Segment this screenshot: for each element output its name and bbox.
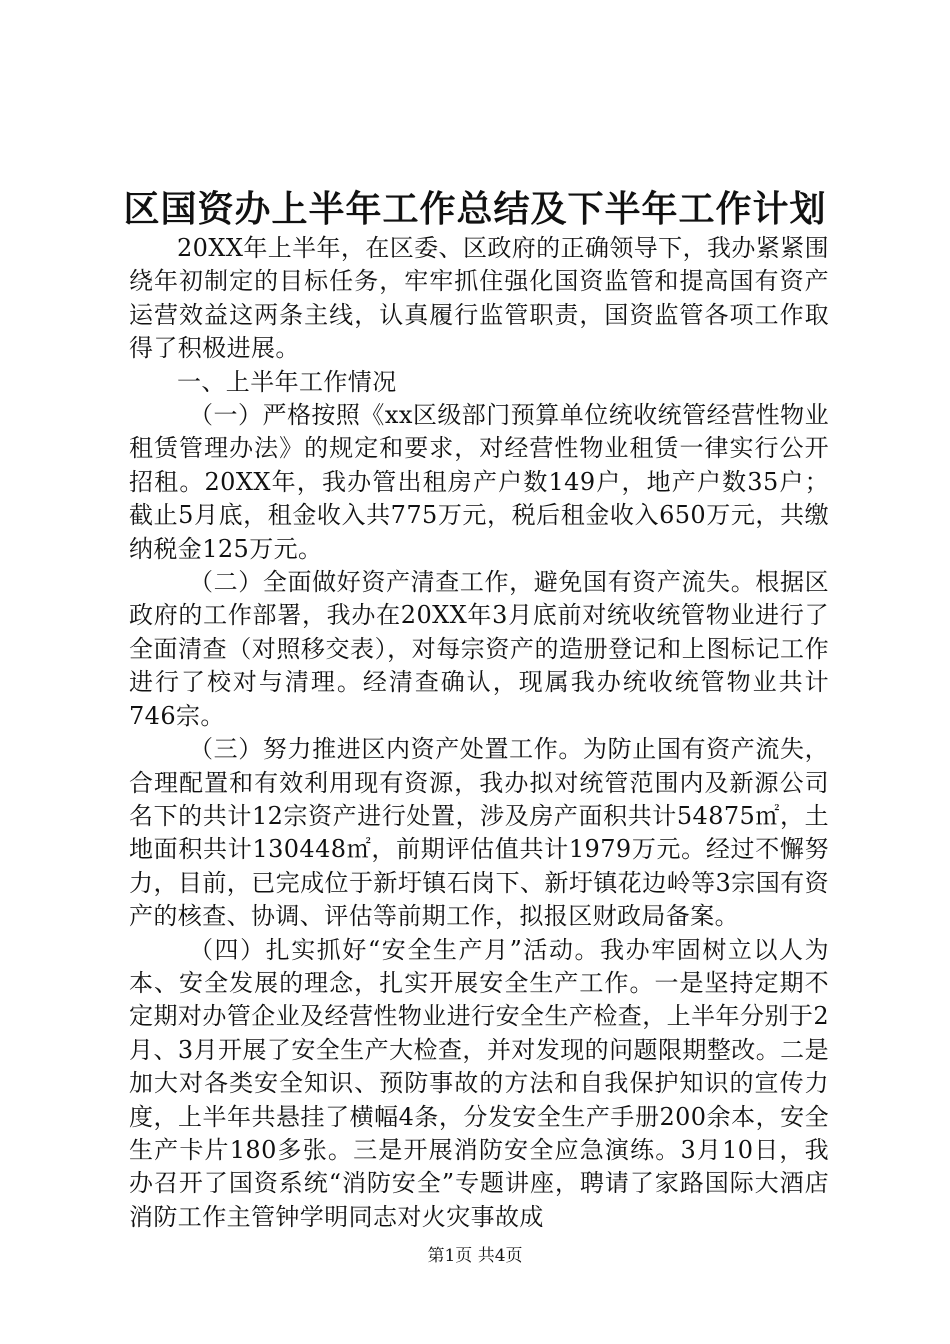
paragraph-item-3: （三）努力推进区内资产处置工作。为防止国有资产流失，合理配置和有效利用现有资源，我办拟对统管范围内及新源公司名下的共计12宗资产进行处置，涉及房产面积共计54875㎡，土地面积共计130448㎡，前期评估值共计1979万元。经过不懈努力，目前，已完成位于新圩镇石岗下、新圩镇花边岭等3宗国有资产的核查、协调、评估等前期工作，拟报区财政局备案。 <box>129 735 829 931</box>
page-footer: 第1页 共4页 <box>427 1246 523 1266</box>
intro-paragraph: 20XX年上半年，在区委、区政府的正确领导下，我办紧紧围绕年初制定的目标任务，牢牢抓住强化国资监管和提高国有资产运营效益这两条主线，认真履行监管职责，国资监管各项工作取得了积极进展。 <box>129 234 829 363</box>
document-title: 区国资办上半年工作总结及下半年工作计划 <box>123 189 827 230</box>
document-body <box>129 232 829 1234</box>
paragraph-item-2: （二）全面做好资产清查工作，避免国有资产流失。根据区政府的工作部署，我办在20XX年3月底前对统收统管物业进行了全面清查（对照移交表），对每宗资产的造册登记和上图标记工作进行了校对与清理。经清查确认，现属我办统收统管物业共计746宗。 <box>129 568 829 730</box>
section-heading: 一、上半年工作情况 <box>177 367 397 396</box>
paragraph-item-4: （四）扎实抓好“安全生产月”活动。我办牢固树立以人为本、安全发展的理念，扎实开展安全生产工作。一是坚持定期不定期对办管企业及经营性物业进行安全生产检查，上半年分别于2月、3月开展了安全生产大检查，并对发现的问题限期整改。二是加大对各类安全知识、预防事故的方法和自我保护知识的宣传力度，上半年共悬挂了横幅4条，分发安全生产手册200余本，安全生产卡片180多张。三是开展消防安全应急演练。3月10日，我办召开了国资系统“消防安全”专题讲座，聘请了家路国际大酒店消防工作主管钟学明同志对火灾事故成 <box>129 935 829 1231</box>
paragraph-item-1: （一）严格按照《xx区级部门预算单位统收统管经营性物业租赁管理办法》的规定和要求，对经营性物业租赁一律实行公开招租。20XX年，我办管出租房产户数149户，地产户数35户；截止5月底，租金收入共775万元，税后租金收入650万元，共缴纳税金125万元。 <box>129 401 829 563</box>
